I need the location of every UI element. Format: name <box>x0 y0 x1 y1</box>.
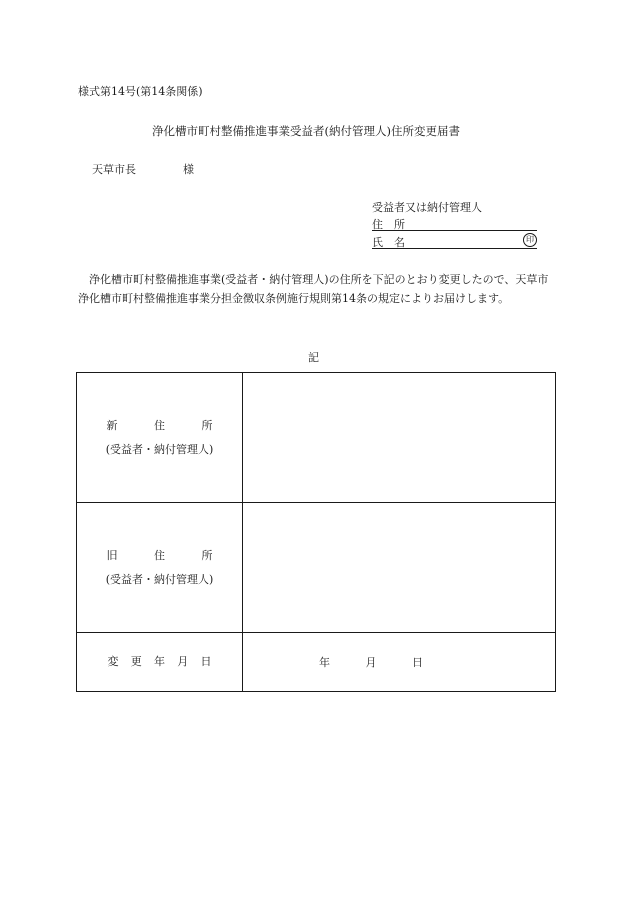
new-address-subtitle: (受益者・納付管理人) <box>105 442 214 456</box>
applicant-address-field[interactable] <box>372 216 537 231</box>
applicant-name-label: 氏 名 <box>372 236 405 249</box>
title-char: 新 <box>106 418 118 432</box>
date-parts <box>319 654 423 670</box>
records-table <box>76 372 556 692</box>
new-address-title <box>107 414 213 438</box>
old-address-input-cell[interactable] <box>243 503 556 633</box>
form-number: 様式第14号(第14条関係) <box>78 85 203 98</box>
document-title: 浄化槽市町村整備推進事業受益者(納付管理人)住所変更届書 <box>152 124 460 138</box>
addressee-name: 天草市長 <box>92 163 136 176</box>
old-address-subtitle: (受益者・納付管理人) <box>105 572 214 586</box>
new-address-row <box>77 373 556 503</box>
new-address-input-cell[interactable] <box>243 373 556 503</box>
change-date-title <box>108 650 212 674</box>
old-address-title <box>107 544 213 568</box>
seal-mark: 印 <box>523 233 537 247</box>
title-char: 住 <box>154 418 165 432</box>
title-char: 変 <box>107 655 119 668</box>
title-char: 月 <box>177 655 189 668</box>
change-date-row <box>77 633 556 692</box>
applicant-address-label: 住 所 <box>372 218 405 231</box>
title-char: 所 <box>201 548 213 562</box>
title-char: 年 <box>154 655 165 668</box>
date-month-label: 月 <box>365 656 377 669</box>
ki-heading: 記 <box>308 351 319 364</box>
change-date-label-cell <box>77 633 243 692</box>
title-char: 所 <box>201 418 213 432</box>
change-date-input-cell[interactable] <box>243 633 556 692</box>
old-address-label-cell <box>77 503 243 633</box>
applicant-heading: 受益者又は納付管理人 <box>372 201 482 214</box>
new-address-label-cell <box>77 373 243 503</box>
applicant-name-field[interactable] <box>372 234 537 249</box>
date-year-label: 年 <box>319 656 330 669</box>
title-char: 旧 <box>106 548 118 562</box>
title-char: 日 <box>200 655 212 668</box>
addressee-suffix: 様 <box>183 163 194 176</box>
body-text: 浄化槽市町村整備推進事業(受益者・納付管理人)の住所を下記のとおり変更したので、天草市浄化槽市町村整備推進事業分担金徴収条例施行規則第14条の規定によりお届けします。 <box>78 273 549 305</box>
old-address-row <box>77 503 556 633</box>
title-char: 住 <box>154 548 165 562</box>
date-day-label: 日 <box>412 656 423 669</box>
title-char: 更 <box>130 655 142 668</box>
